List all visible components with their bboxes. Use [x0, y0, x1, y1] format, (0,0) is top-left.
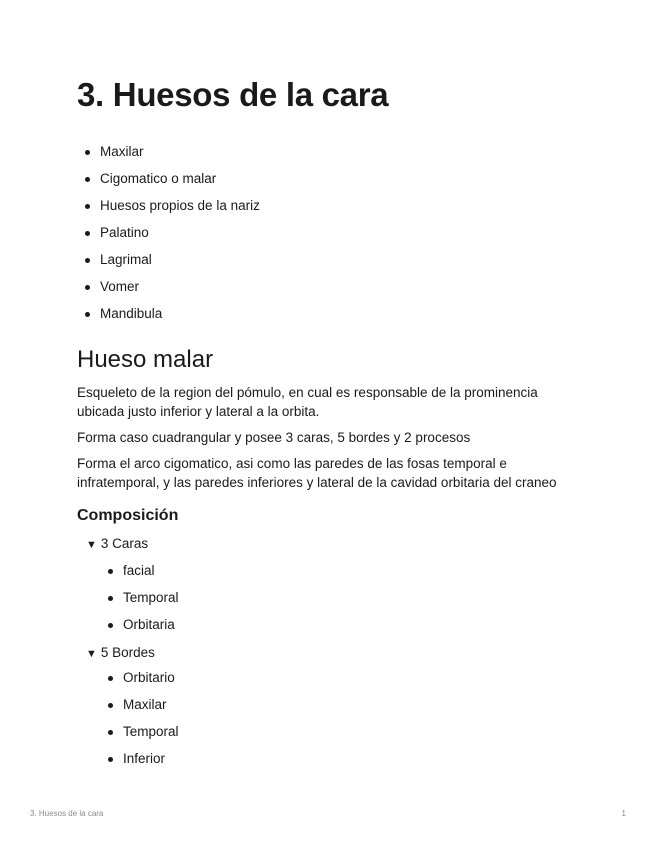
page-number: 1 — [621, 809, 626, 818]
toggle-caras[interactable] — [86, 534, 148, 555]
toggle-label: 5 Bordes — [100, 645, 155, 660]
list-item: Huesos propios de la nariz — [77, 194, 260, 221]
list-item: Maxilar — [77, 140, 260, 167]
list-item: Temporal — [100, 586, 179, 613]
toggle-label: 3 Caras — [100, 536, 149, 551]
subsection-heading: Composición — [77, 507, 179, 524]
section-heading: Hueso malar — [77, 346, 214, 373]
list-item: Orbitaria — [100, 613, 179, 640]
caras-list — [100, 559, 179, 640]
list-item: Vomer — [77, 275, 260, 302]
bones-list — [77, 140, 260, 329]
footer-title: 3. Huesos de la cara — [30, 809, 104, 818]
toggle-triangle-icon[interactable]: ▼ — [86, 648, 97, 660]
paragraph: Esqueleto de la region del pómulo, en cual es responsable de la prominencia ubicada justo inferior y lateral a la orbita. — [77, 385, 538, 419]
list-item: facial — [100, 559, 179, 586]
page-title: 3. Huesos de la cara — [77, 76, 389, 113]
list-item: Maxilar — [100, 693, 179, 720]
list-item: Palatino — [77, 221, 260, 248]
list-item: Cigomatico o malar — [77, 167, 260, 194]
list-item: Temporal — [100, 720, 179, 747]
list-item: Orbitario — [100, 666, 179, 693]
bordes-list — [100, 666, 179, 774]
list-item: Lagrimal — [77, 248, 260, 275]
toggle-bordes[interactable] — [86, 643, 155, 664]
paragraph: Forma el arco cigomatico, asi como las paredes de las fosas temporal e infratemporal, y las paredes inferiores y lateral de la cavidad orbitaria del craneo — [77, 456, 557, 490]
toggle-triangle-icon[interactable]: ▼ — [86, 539, 97, 551]
list-item: Mandibula — [77, 302, 260, 329]
list-item: Inferior — [100, 747, 179, 774]
paragraph: Forma caso cuadrangular y posee 3 caras, 5 bordes y 2 procesos — [77, 430, 471, 445]
